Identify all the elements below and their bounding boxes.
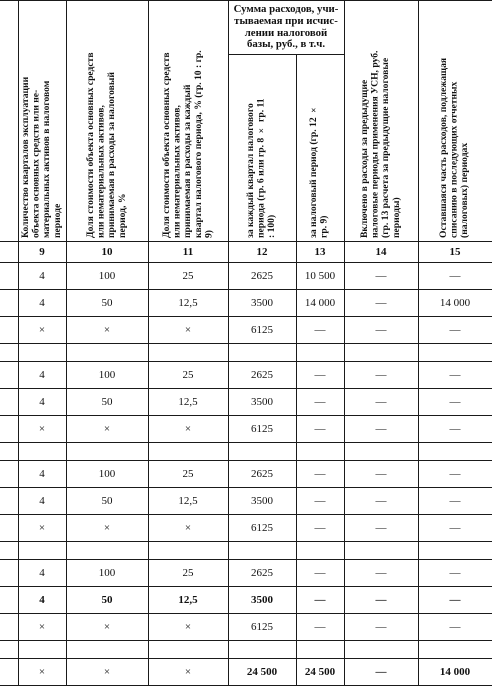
table-cell-c14: — (344, 461, 418, 488)
table-row (0, 614, 492, 641)
table-cell-c10: × (66, 515, 148, 542)
table-cell-c12: 24 500 (228, 659, 296, 686)
table-cell-c13: — (296, 488, 344, 515)
column-number: 9 (18, 242, 66, 263)
left-margin-cell (0, 542, 18, 560)
table-cell-c9: × (18, 515, 66, 542)
table-cell-c13: — (296, 515, 344, 542)
table-cell-c11: × (148, 515, 228, 542)
table-cell-c15: — (418, 614, 492, 641)
table-cell-c12: 6125 (228, 515, 296, 542)
table-row (0, 659, 492, 686)
table-cell-c11: 25 (148, 461, 228, 488)
table-row (0, 317, 492, 344)
table-cell-c13: — (296, 317, 344, 344)
table-cell-c9: 4 (18, 389, 66, 416)
table-cell-c11 (148, 344, 228, 362)
table-cell-c11: × (148, 416, 228, 443)
spacer-row (0, 344, 492, 362)
table-cell-c15: — (418, 416, 492, 443)
table-cell-c11: × (148, 317, 228, 344)
left-margin-cell (0, 416, 18, 443)
table-cell-c10: 100 (66, 362, 148, 389)
table-cell-c10 (66, 344, 148, 362)
table-cell-c9: 4 (18, 488, 66, 515)
table-cell-c10: 100 (66, 461, 148, 488)
table-cell-c11: 12,5 (148, 587, 228, 614)
left-margin-cell (0, 659, 18, 686)
left-margin-cell (0, 461, 18, 488)
table-cell-c12: 3500 (228, 290, 296, 317)
table-cell-c14 (344, 344, 418, 362)
table-cell-c14: — (344, 362, 418, 389)
column-number: 14 (344, 242, 418, 263)
left-margin-cell (0, 560, 18, 587)
left-margin-cell (0, 290, 18, 317)
table-cell-c15: — (418, 389, 492, 416)
table-cell-c13: — (296, 560, 344, 587)
table-cell-c14 (344, 641, 418, 659)
table-cell-c15 (418, 443, 492, 461)
table-cell-c15: — (418, 515, 492, 542)
column-number-row (0, 242, 492, 263)
table-cell-c15 (418, 542, 492, 560)
table-cell-c11: 12,5 (148, 488, 228, 515)
table-cell-c14: — (344, 290, 418, 317)
spacer-row (0, 542, 492, 560)
table-cell-c10: 100 (66, 263, 148, 290)
table-cell-c15: 14 000 (418, 290, 492, 317)
header-col-14 (344, 1, 418, 242)
table-cell-c12 (228, 641, 296, 659)
table-cell-c12: 3500 (228, 389, 296, 416)
table-cell-c9 (18, 344, 66, 362)
column-number: 13 (296, 242, 344, 263)
table-cell-c10: × (66, 416, 148, 443)
table-cell-c13: 14 000 (296, 290, 344, 317)
table-cell-c10: 100 (66, 560, 148, 587)
table-body (0, 263, 492, 686)
left-margin-cell (0, 263, 18, 290)
table-cell-c13: — (296, 587, 344, 614)
table-cell-c9: 4 (18, 587, 66, 614)
table-cell-c10 (66, 641, 148, 659)
table-cell-c11: × (148, 614, 228, 641)
table-cell-c14: — (344, 488, 418, 515)
table-cell-c9 (18, 542, 66, 560)
left-margin-cell (0, 317, 18, 344)
header-col-13 (296, 55, 344, 242)
table-row (0, 389, 492, 416)
left-margin-cell (0, 614, 18, 641)
header-group-12-13: Сумма расходов, учитываемая при исчислении налоговой базы, руб., в т.ч. (228, 1, 344, 55)
header-col-15-text: Оставшаяся часть расходов, подлежащая списанию в последующих отчетных (налоговых) периодах (438, 58, 471, 239)
table-cell-c10: 50 (66, 389, 148, 416)
table-cell-c9: × (18, 416, 66, 443)
table-cell-c15: — (418, 488, 492, 515)
table-cell-c14 (344, 443, 418, 461)
column-number: 12 (228, 242, 296, 263)
table-cell-c12: 2625 (228, 560, 296, 587)
table-cell-c14: — (344, 317, 418, 344)
left-margin-cell (0, 488, 18, 515)
column-number: 11 (148, 242, 228, 263)
left-margin-cell (0, 515, 18, 542)
left-margin-cell (0, 587, 18, 614)
left-margin-cell (0, 344, 18, 362)
table-cell-c11: × (148, 659, 228, 686)
table-cell-c9: × (18, 614, 66, 641)
column-number: 15 (418, 242, 492, 263)
table-cell-c12: 2625 (228, 461, 296, 488)
table-cell-c9: 4 (18, 461, 66, 488)
table-cell-c15: 14 000 (418, 659, 492, 686)
header-col-10-text: Доля стоимости объекта основных средств или нематериальных активов, принимаемая в расходы за налоговый период, % (84, 52, 128, 239)
table-cell-c9 (18, 641, 66, 659)
table-cell-c13 (296, 542, 344, 560)
table-cell-c12: 3500 (228, 587, 296, 614)
table-cell-c15: — (418, 317, 492, 344)
left-margin-cell (0, 641, 18, 659)
table-cell-c15: — (418, 587, 492, 614)
spacer-row (0, 641, 492, 659)
table-cell-c14: — (344, 515, 418, 542)
left-margin-cell (0, 362, 18, 389)
table-cell-c14: — (344, 587, 418, 614)
column-number: 10 (66, 242, 148, 263)
table-cell-c12: 6125 (228, 614, 296, 641)
table-cell-c12: 2625 (228, 362, 296, 389)
table-cell-c12 (228, 344, 296, 362)
table-cell-c15 (418, 641, 492, 659)
table-cell-c9: × (18, 317, 66, 344)
table-cell-c15: — (418, 560, 492, 587)
left-margin-cell (0, 389, 18, 416)
table-cell-c10 (66, 542, 148, 560)
table-cell-c9: 4 (18, 290, 66, 317)
table-cell-c14: — (344, 389, 418, 416)
table-cell-c10: × (66, 659, 148, 686)
header-col-11 (148, 1, 228, 242)
header-col-9 (18, 1, 66, 242)
table-cell-c13: — (296, 389, 344, 416)
table-cell-c15: — (418, 362, 492, 389)
table-row (0, 515, 492, 542)
table-cell-c10: 50 (66, 587, 148, 614)
table-cell-c11: 25 (148, 362, 228, 389)
table-cell-c11: 12,5 (148, 389, 228, 416)
table-cell-c12: 3500 (228, 488, 296, 515)
header-col-9-text: Количество кварталов эксплуатации объекта основных средств или нематериальных активов в налоговом периоде (19, 77, 63, 239)
table-cell-c11 (148, 443, 228, 461)
table-cell-c15 (418, 344, 492, 362)
left-margin-cell (0, 443, 18, 461)
table-row (0, 461, 492, 488)
table-cell-c11: 25 (148, 263, 228, 290)
table-cell-c14: — (344, 416, 418, 443)
header-col-10 (66, 1, 148, 242)
header-col-11-text: Доля стоимости объекта основных средств или нематериальных активов, принимаемая в расходы за каждый квартал налогового периода, % (гр. 10 : гр. 9) (160, 50, 214, 239)
table-cell-c13: — (296, 461, 344, 488)
table-cell-c13: — (296, 614, 344, 641)
table-row (0, 488, 492, 515)
table-cell-c10: × (66, 317, 148, 344)
table-cell-c11 (148, 542, 228, 560)
table-cell-c9 (18, 443, 66, 461)
table-cell-c13: 10 500 (296, 263, 344, 290)
table-cell-c9: 4 (18, 263, 66, 290)
table-cell-c12: 6125 (228, 416, 296, 443)
table-cell-c10 (66, 443, 148, 461)
table-cell-c13: — (296, 362, 344, 389)
table-cell-c14: — (344, 614, 418, 641)
table-cell-c12 (228, 443, 296, 461)
spacer-row (0, 443, 492, 461)
header-col-12 (228, 55, 296, 242)
table-cell-c12: 2625 (228, 263, 296, 290)
table-cell-c13: — (296, 416, 344, 443)
table-cell-c13 (296, 641, 344, 659)
table-row (0, 362, 492, 389)
table-cell-c13: 24 500 (296, 659, 344, 686)
table-cell-c10: 50 (66, 488, 148, 515)
table-cell-c15: — (418, 263, 492, 290)
table-cell-c14: — (344, 659, 418, 686)
header-col-14-text: Включено в расходы за предыдущие налоговые периоды применения УСН, руб. (гр. 13 расчета за предыдущие налоговые периоды) (358, 50, 402, 239)
header-col-12-text: за каждый квартал налогового периода (гр. 6 или гр. 8 × гр. 11 : 100) (245, 98, 278, 239)
table-cell-c13 (296, 344, 344, 362)
table-row (0, 263, 492, 290)
table-cell-c12 (228, 542, 296, 560)
table-cell-c11 (148, 641, 228, 659)
table-cell-c9: × (18, 659, 66, 686)
table-cell-c14: — (344, 560, 418, 587)
left-margin-cell (0, 1, 18, 242)
table-cell-c15: — (418, 461, 492, 488)
table-row (0, 587, 492, 614)
header-col-15 (418, 1, 492, 242)
table-cell-c14 (344, 542, 418, 560)
table-cell-c12: 6125 (228, 317, 296, 344)
header-col-13-text: за налоговый период (гр. 12 × гр. 9) (308, 104, 330, 239)
table-cell-c11: 12,5 (148, 290, 228, 317)
table-row (0, 290, 492, 317)
table-cell-c9: 4 (18, 362, 66, 389)
table-cell-c10: 50 (66, 290, 148, 317)
table-row (0, 560, 492, 587)
table-cell-c13 (296, 443, 344, 461)
table-row (0, 416, 492, 443)
table-cell-c14: — (344, 263, 418, 290)
table-cell-c10: × (66, 614, 148, 641)
left-margin-cell (0, 242, 18, 263)
table-cell-c11: 25 (148, 560, 228, 587)
table-cell-c9: 4 (18, 560, 66, 587)
